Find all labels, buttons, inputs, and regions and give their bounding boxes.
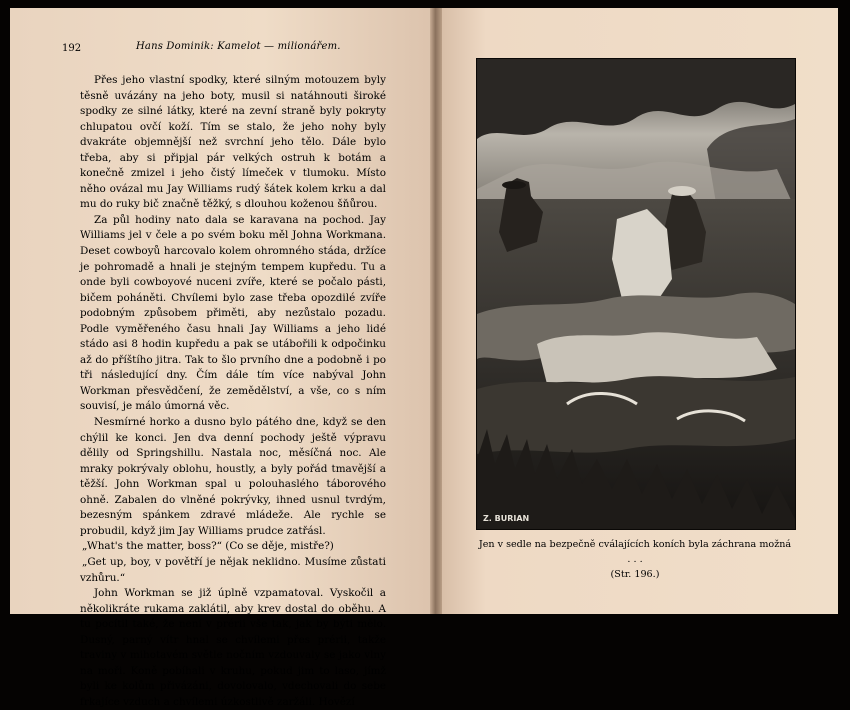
illustration-caption — [476, 537, 794, 582]
rider-right-hat — [668, 186, 696, 196]
dialogue-line: „Get up, boy, v povětří je nějak neklidno. Musíme zůstati vzhůru.“ — [80, 555, 386, 584]
paragraph: John Workman se již úplně vzpamatoval. Vyskočil a několikráte rukama zaklátil, aby krev dostal do oběhu. A tu pocítil také, že není v prérii vše tak, jak by býti mělo. Dusný, parný vítr hnal se chvílemi přes prérii, takže traviny v mihotavém světle nočním vzdouvaly se jako vlny na moři. Koně pobíhali v kruhu, pokud jim to laso, jímž byli ke kolům přivázáni, dovolovalo, vdechovali do sebe frkajíce vzduch a chvílemi úzkostlivě zaržáli. Hovězí — [80, 587, 386, 708]
book-gutter — [430, 8, 442, 614]
illustration — [476, 58, 796, 530]
paragraph: Nesmírné horko a dusno bylo pátého dne, když se den chýlil ke konci. Jen dva denní pochody ještě výpravu dělily od Springshillu. Nastala noc, měsíčná noc. Ale mraky pokrývaly oblohu, houstly, a byly pořád tmavější a těžší. John Workman spal u polouhaslého táborového ohně. Zabalen do vlněné pokrývky, ihned usnul tvrdým, bezesným spánkem zdravé mládeže. Ale rychle se probudil, když jim Jay Williams prudce zatřásl. — [80, 416, 386, 537]
paragraph: Přes jeho vlastní spodky, které silným motouzem byly těsně uvázány na jeho boty, musil si natáhnouti široké spodky ze silné látky, které na zevní straně byly pokryty chlupatou ovčí koží. Tím se stalo, že jeho nohy byly dvakráte objemnější než svrchní jeho tělo. Dále bylo třeba, aby si připjal pár velkých ostruh k botám a konečně zmizel i jeho čistý límeček v tlumoku. Místo něho ovázal mu Jay Williams rudý šátek kolem krku a dal mu do ruky bič značně těžký, s dlouhou koženou šňůrou. — [80, 74, 386, 211]
paragraph: Za půl hodiny nato dala se karavana na pochod. Jay Williams jel v čele a po svém boku měl Johna Workmana. Deset cowboyů harcovalo kolem ohromného stáda, držíce je pohromadě a hnali je stejným tempem kupředu. Tu a onde byli cowboyové nuceni zvíře, které se počalo pásti, bičem poháněti. Chvílemi bylo zase třeba opozdilé zvíře podobným způsobem přiměti, aby nezůstalo pozadu. Podle vyměřeného času hnali Jay Williams a jeho lidé stádo asi 8 hodin kupředu a pak se utábořili k odpočinku až do příštího jitra. Tak to šlo prvního dne a podobně i po tři následující dny. Čím dále tím více nabýval John Workman přesvědčení, že zemědělství, a vše, co s ním souvisí, je málo úmorná věc. — [80, 213, 386, 413]
caption-text: Jen v sedle na bezpečně cválajících koních byla záchrana možná . . . — [478, 539, 792, 565]
body-text — [80, 73, 386, 710]
dialogue-line: „What's the matter, boss?“ (Co se děje, mistře?) — [82, 540, 334, 553]
artist-signature: Z. BURIAN — [483, 514, 530, 523]
page-number: 192 — [62, 43, 82, 54]
running-head: Hans Dominik: Kamelot — milionářem. — [136, 41, 341, 52]
caption-page-reference: (Str. 196.) — [610, 569, 660, 580]
rider-left-hat — [502, 181, 526, 189]
running-cattle — [477, 376, 795, 454]
